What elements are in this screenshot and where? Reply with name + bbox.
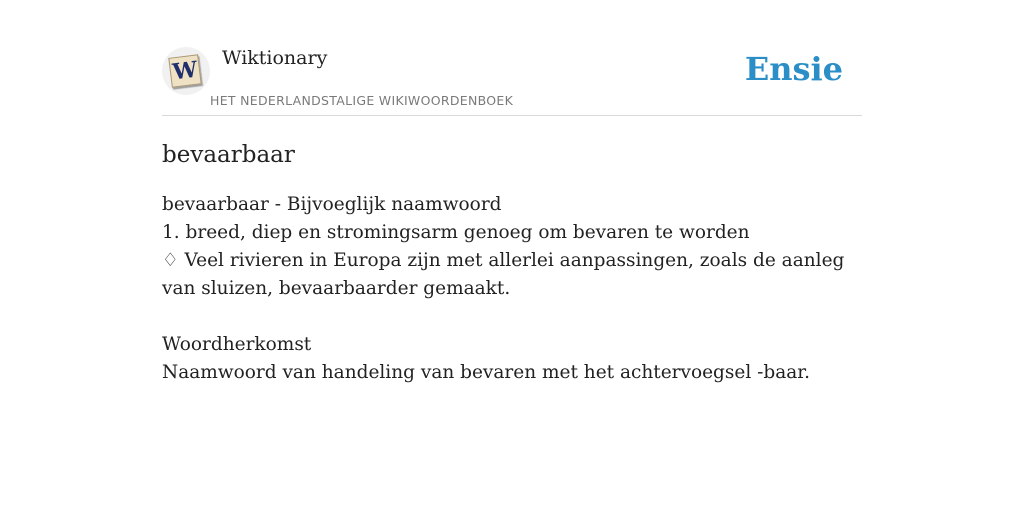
part-of-speech-line: bevaarbaar - Bijvoeglijk naamwoord: [162, 194, 502, 215]
ensie-brand-link[interactable]: Ensie: [744, 50, 843, 88]
spacer: [162, 303, 862, 331]
entry-body: [162, 191, 862, 387]
site-header: [162, 44, 862, 116]
page: [162, 0, 862, 387]
logo-letter: W: [171, 56, 199, 86]
example-sentence: ♢ Veel rivieren in Europa zijn met allerlei aanpassingen, zoals de aanleg van sluizen, bevaarbaarder gemaakt.: [162, 250, 845, 299]
definition-line: 1. breed, diep en stromingsarm genoeg om bevaren te worden: [162, 222, 750, 243]
site-name[interactable]: Wiktionary: [222, 47, 328, 69]
page-title: bevaarbaar: [162, 142, 295, 168]
etymology-text: Naamwoord van handeling van bevaren met het achtervoegsel -baar.: [162, 362, 810, 383]
wiktionary-logo-icon[interactable]: [162, 47, 210, 95]
site-tagline: HET NEDERLANDSTALIGE WIKIWOORDENBOEK: [210, 93, 514, 108]
etymology-heading: Woordherkomst: [162, 334, 312, 355]
logo-tile: [168, 54, 201, 87]
entry-content: [162, 116, 862, 387]
